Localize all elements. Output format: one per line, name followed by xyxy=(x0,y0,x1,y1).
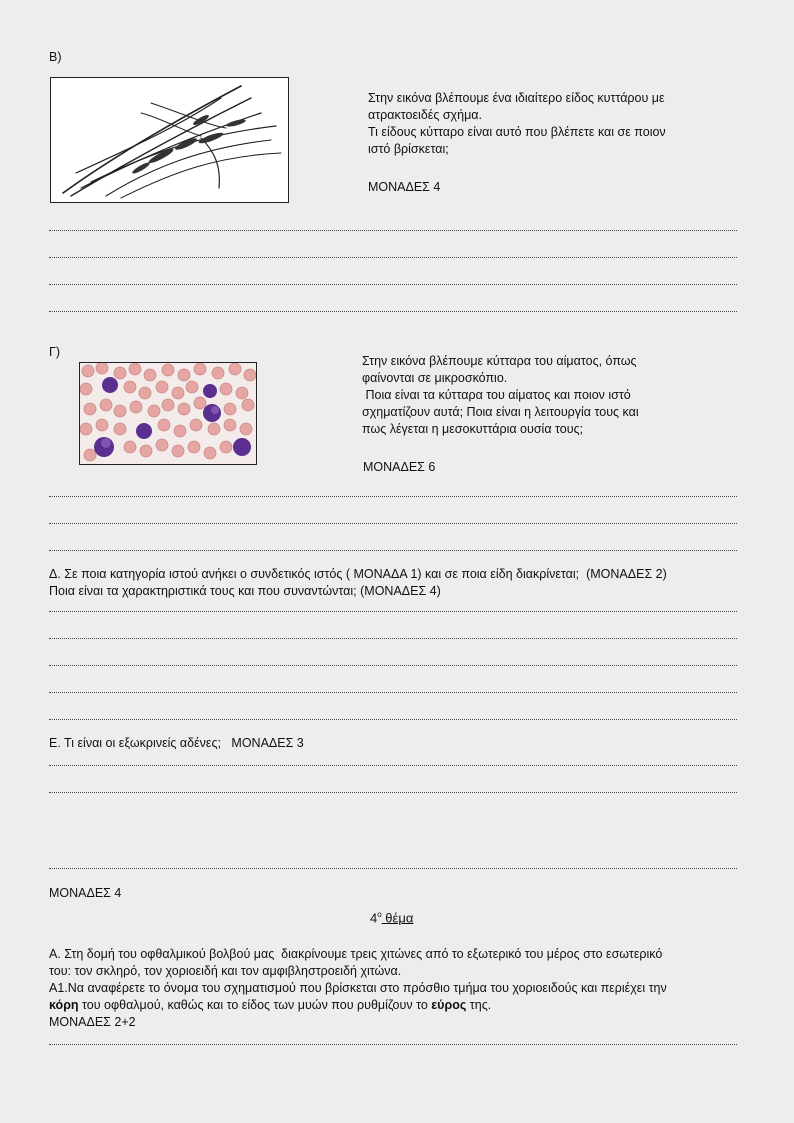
section-b-text-line: ατρακτοειδές σχήμα. xyxy=(368,108,482,122)
answer-line xyxy=(49,692,737,693)
answer-line xyxy=(49,523,737,524)
blood-smear-icon xyxy=(80,363,256,464)
section-g-text-line: Ποια είναι τα κύτταρα του αίματος και ποιον ιστό xyxy=(362,388,631,402)
answer-line xyxy=(49,665,737,666)
theme-4-heading xyxy=(370,910,413,925)
section-d-line: Δ. Σε ποια κατηγορία ιστού ανήκει ο συνδετικός ιστός ( ΜΟΝΑΔΑ 1) και σε ποια είδη διακρίνεται; (ΜΟΝΑΔΕΣ 2) xyxy=(49,567,667,581)
section-g-text xyxy=(362,353,639,438)
section-d-line: Ποια είναι τα χαρακτηριστικά τους και που συναντώνται; (ΜΟΝΑΔΕΣ 4) xyxy=(49,584,441,598)
answer-line xyxy=(49,719,737,720)
section-g-points: ΜΟΝΑΔΕΣ 6 xyxy=(363,460,436,474)
answer-line xyxy=(49,611,737,612)
section-e-question: Ε. Τι είναι οι εξωκρινείς αδένες; ΜΟΝΑΔΕΣ 3 xyxy=(49,736,304,750)
section-b-text-line: Στην εικόνα βλέπουμε ένα ιδιαίτερο είδος κυττάρου με xyxy=(368,91,665,105)
spindle-cells-icon xyxy=(51,78,288,202)
blood-smear-figure xyxy=(79,362,257,465)
bold-term: εύρος xyxy=(431,998,467,1012)
section-a1-line xyxy=(49,997,667,1014)
answer-line xyxy=(49,311,737,312)
answer-line xyxy=(49,284,737,285)
answer-line xyxy=(49,868,737,869)
section-a-text xyxy=(49,946,667,1031)
answer-line xyxy=(49,230,737,231)
section-g-label: Γ) xyxy=(49,345,61,359)
answer-line xyxy=(49,792,737,793)
section-d-text xyxy=(49,566,667,600)
section-a-intro-line: Α. Στη δομή του οφθαλμικού βολβού μας διακρίνουμε τρεις χιτώνες από το εξωτερικό του μέρος στο εσωτερικό xyxy=(49,947,663,961)
theme-number: 4 xyxy=(370,910,378,926)
answer-line xyxy=(49,496,737,497)
section-g-text-line: φαίνονται σε μικροσκόπιο. xyxy=(362,371,508,385)
section-e-points: ΜΟΝΑΔΕΣ 4 xyxy=(49,886,122,900)
section-g-text-line: σχηματίζουν αυτά; Ποια είναι η λειτουργία τους και xyxy=(362,405,639,419)
answer-line xyxy=(49,550,737,551)
section-a1-line: Α1.Να αναφέρετε το όνομα του σχηματισμού που βρίσκεται στο πρόσθιο τμήμα του χοριοειδούς και περιέχει την xyxy=(49,981,667,995)
theme-superscript: ο xyxy=(377,910,382,919)
section-a-points: ΜΟΝΑΔΕΣ 2+2 xyxy=(49,1015,136,1029)
bold-term: κόρη xyxy=(49,998,79,1012)
spindle-cells-figure xyxy=(50,77,289,203)
answer-line xyxy=(49,1044,737,1045)
theme-word: θέμα xyxy=(381,910,414,926)
section-a-intro-line: του: τον σκληρό, τον χοριοειδή και τον αμφιβληστροειδή χιτώνα. xyxy=(49,964,402,978)
section-b-text-line: ιστό βρίσκεται; xyxy=(368,142,449,156)
section-b-label: Β) xyxy=(49,50,62,64)
answer-line xyxy=(49,638,737,639)
answer-line xyxy=(49,765,737,766)
section-g-text-line: πως λέγεται η μεσοκυττάρια ουσία τους; xyxy=(362,422,584,436)
section-b-text xyxy=(368,90,666,158)
section-b-text-line: Τι είδους κύτταρο είναι αυτό που βλέπετε και σε ποιον xyxy=(368,125,666,139)
section-a1-mid: του οφθαλμού, καθώς και το είδος των μυών που ρυθμίζουν το xyxy=(78,998,432,1012)
section-b-points: ΜΟΝΑΔΕΣ 4 xyxy=(368,180,441,194)
section-a1-end: της. xyxy=(466,998,492,1012)
section-g-text-line: Στην εικόνα βλέπουμε κύτταρα του αίματος, όπως xyxy=(362,354,637,368)
answer-line xyxy=(49,257,737,258)
